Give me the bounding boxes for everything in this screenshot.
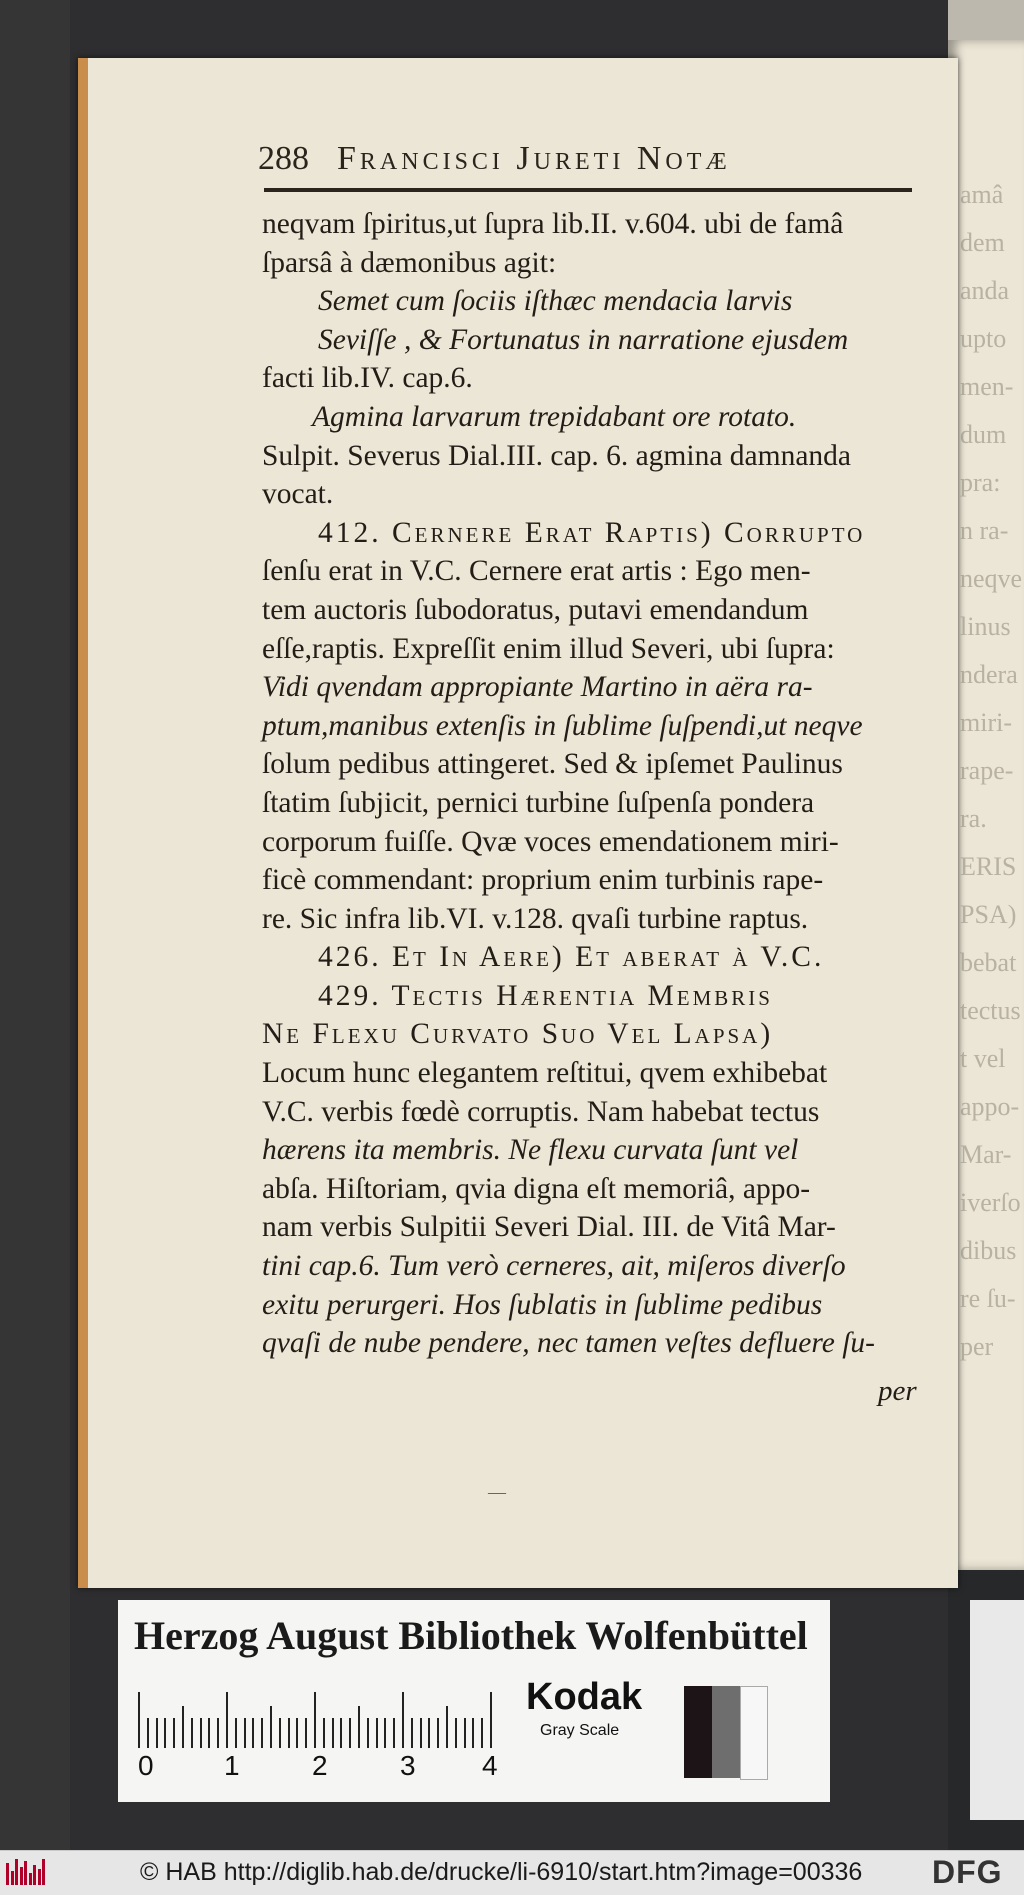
neighbor-ghost-line: re ſu- — [960, 1284, 1016, 1313]
text-line: ſparsâ à dæmonibus agit: — [262, 246, 557, 279]
kodak-logo: Kodak — [526, 1676, 643, 1718]
text-line: ficè commendant: proprium enim turbinis rape- — [262, 864, 824, 897]
neighbor-ghost-line: ERIS — [960, 852, 1017, 881]
ruler-tick — [182, 1706, 184, 1748]
logo-bar — [33, 1865, 36, 1885]
gray-scale-label: Gray Scale — [540, 1722, 620, 1739]
neighbor-ghost-line: dem — [960, 228, 1005, 257]
ruler-tick — [332, 1718, 334, 1748]
ruler-tick — [138, 1692, 140, 1748]
text-line: nam verbis Sulpitii Severi Dial. III. de Vitâ Mar- — [262, 1211, 836, 1244]
text-line: tini cap.6. Tum verò cerneres, ait, miſeros diverſo — [262, 1250, 846, 1283]
running-header — [258, 140, 918, 184]
logo-bar — [24, 1861, 27, 1885]
lemma-line: 426. Et In Aere) Et aberat à V.C. — [318, 941, 825, 974]
catchword: per — [878, 1375, 917, 1407]
lemma-line: 412. Cernere Erat Raptis) Corrupto — [318, 516, 866, 549]
neighbor-ghost-line: upto — [960, 324, 1007, 353]
neighbor-ghost-line: appo- — [960, 1092, 1020, 1121]
ruler-tick — [200, 1718, 202, 1748]
text-line: corporum fuiſſe. Qvæ voces emendationem miri- — [262, 825, 839, 858]
neighbor-ghost-line: dum — [960, 420, 1007, 449]
neighbor-ghost-line: men- — [960, 372, 1014, 401]
ruler-tick — [464, 1718, 466, 1748]
text-line: ſolum pedibus attingeret. Sed & ipſemet Paulinus — [262, 748, 843, 781]
logo-bar — [29, 1873, 32, 1885]
ruler-tick — [208, 1718, 210, 1748]
logo-bar — [6, 1863, 9, 1885]
dfg-logo: DFG — [932, 1854, 1003, 1890]
ruler-tick — [376, 1718, 378, 1748]
ruler-tick — [164, 1718, 166, 1748]
neighbor-ghost-line: ra. — [960, 804, 987, 833]
neighbor-ghost-line: anda — [960, 276, 1010, 305]
ruler-tick — [437, 1718, 439, 1748]
page-mark: — — [488, 1482, 506, 1502]
neighbor-ghost-line: miri- — [960, 708, 1012, 737]
neighbor-ghost-line: neqve — [960, 564, 1023, 593]
neighbor-ghost-line: PSA) — [960, 900, 1017, 929]
ruler-numbers — [136, 1750, 536, 1790]
text-line: hærens ita membris. Ne flexu curvata ſunt vel — [262, 1134, 799, 1167]
ruler-tick — [490, 1692, 492, 1748]
ruler-tick — [147, 1718, 149, 1748]
logo-bar — [38, 1869, 41, 1885]
ruler-tick — [340, 1718, 342, 1748]
ruler-tick — [270, 1706, 272, 1748]
ruler-tick — [288, 1718, 290, 1748]
text-line: vocat. — [262, 478, 334, 511]
neighbor-ghost-line: rape- — [960, 756, 1014, 785]
neighbor-ghost-line: pra: — [960, 468, 1001, 497]
neighbor-ghost-line: ndera — [960, 660, 1018, 689]
neighbor-ghost-line: linus — [960, 612, 1011, 641]
text-line — [262, 398, 932, 437]
text-line: Locum hunc elegantem reſtitui, qvem exhibebat — [262, 1057, 828, 1090]
ruler-tick — [358, 1706, 360, 1748]
ruler-tick — [173, 1718, 175, 1748]
neighbor-ghost-line: per — [960, 1332, 994, 1361]
ruler-tick — [314, 1692, 316, 1748]
ruler-number: 0 — [138, 1750, 154, 1781]
text-line: neqvam ſpiritus,ut ſupra lib.II. v.604. ubi de famâ — [262, 208, 844, 240]
neighbor-page — [948, 40, 1024, 1570]
text-line: re. Sic infra lib.VI. v.128. qvaſi turbine raptus. — [262, 902, 809, 935]
ruler-tick — [279, 1718, 281, 1748]
footer-bar — [0, 1850, 1024, 1895]
text-line: facti lib.IV. cap.6. — [262, 362, 473, 395]
ruler-tick — [305, 1718, 307, 1748]
ruler-tick — [156, 1718, 158, 1748]
text-line: eſſe,raptis. Expreſſit enim illud Severi, ubi ſupra: — [262, 632, 835, 665]
logo-bar — [11, 1871, 14, 1885]
ruler-tick — [420, 1718, 422, 1748]
neighbor-ghost-line: tectus — [960, 996, 1021, 1025]
ruler-tick — [217, 1718, 219, 1748]
lemma-line: 429. Tectis Hærentia Membris — [318, 979, 773, 1012]
scale-ruler — [138, 1688, 520, 1748]
neighbor-ghost-line: n ra- — [960, 516, 1009, 545]
library-title: Herzog August Bibliothek Wolfenbüttel — [134, 1613, 808, 1658]
page-text — [262, 205, 932, 1363]
verse-line: Semet cum ſociis iſthæc mendacia larvis — [318, 285, 793, 318]
calibration-card — [118, 1600, 830, 1802]
ruler-number: 3 — [400, 1750, 416, 1781]
lemma-line: Ne Flexu Curvato Suo Vel Lapsa) — [262, 1018, 774, 1051]
ruler-tick — [393, 1718, 395, 1748]
ruler-tick — [296, 1718, 298, 1748]
text-line: ſtatim ſubjicit, pernici turbine ſuſpenſa pondera — [262, 786, 815, 819]
ruler-tick — [244, 1718, 246, 1748]
ruler-number: 4 — [482, 1750, 498, 1781]
text-line: qvaſi de nube pendere, nec tamen veſtes defluere ſu- — [262, 1327, 875, 1360]
page-number: 288 — [258, 140, 309, 177]
neighbor-ghost-line: Mar- — [960, 1140, 1012, 1169]
text-line: ſenſu erat in V.C. Cernere erat artis : Ego men- — [262, 555, 811, 588]
left-book-edge — [0, 0, 70, 1850]
ruler-tick — [481, 1718, 483, 1748]
ruler-tick — [323, 1718, 325, 1748]
ruler-tick — [235, 1718, 237, 1748]
verse-line: Agmina larvarum trepidabant ore rotato. — [312, 400, 797, 433]
ruler-tick — [226, 1692, 228, 1748]
ruler-tick — [411, 1718, 413, 1748]
ruler-tick — [367, 1718, 369, 1748]
right-top-edge — [948, 0, 1024, 40]
header-rule — [264, 188, 912, 192]
ruler-tick — [402, 1692, 404, 1748]
text-line — [262, 321, 932, 360]
ruler-number: 1 — [224, 1750, 240, 1781]
ruler-tick — [472, 1718, 474, 1748]
ruler-tick — [261, 1718, 263, 1748]
gray-swatch-mid — [712, 1686, 740, 1778]
neighbor-ghost-line: bebat — [960, 948, 1017, 977]
ruler-tick — [252, 1718, 254, 1748]
neighbor-ghost-line: dibus — [960, 1236, 1017, 1265]
hab-logo-icon — [6, 1857, 50, 1889]
logo-bar — [42, 1859, 45, 1885]
text-line — [262, 282, 932, 321]
verse-line: Seviſſe , & Fortunatus in narratione ejusdem — [318, 323, 849, 356]
ruler-tick — [191, 1718, 193, 1748]
gray-swatch-black — [684, 1686, 712, 1778]
ruler-tick — [349, 1718, 351, 1748]
ruler-tick — [428, 1718, 430, 1748]
gray-swatch-white — [740, 1686, 768, 1780]
text-line: V.C. verbis fœdè corruptis. Nam habebat tectus — [262, 1095, 820, 1128]
neighbor-calibration-card — [970, 1600, 1024, 1820]
footer-url[interactable]: © HAB http://diglib.hab.de/drucke/li-6910/start.htm?image=00336 — [140, 1858, 863, 1886]
logo-bar — [20, 1867, 23, 1885]
text-line: tem auctoris ſubodoratus, putavi emendandum — [262, 593, 809, 626]
text-line: Sulpit. Severus Dial.III. cap. 6. agmina damnanda — [262, 439, 852, 472]
running-title: Francisci Jureti Notæ — [337, 140, 731, 177]
neighbor-ghost-line: iverſo — [960, 1188, 1021, 1217]
neighbor-ghost-line: t vel — [960, 1044, 1006, 1073]
text-line: abſa. Hiſtoriam, qvia digna eſt memoriâ, appo- — [262, 1172, 811, 1205]
logo-bar — [15, 1859, 18, 1885]
neighbor-ghost-line: amâ — [960, 180, 1004, 209]
text-line: Vidi qvendam appropiante Martino in aëra ra- — [262, 671, 813, 704]
ruler-tick — [455, 1718, 457, 1748]
text-line: ptum,manibus extenſis in ſublime ſuſpendi,ut neqve — [262, 709, 863, 742]
text-line: exitu perurgeri. Hos ſublatis in ſublime pedibus — [262, 1288, 823, 1321]
ruler-number: 2 — [312, 1750, 328, 1781]
ruler-tick — [384, 1718, 386, 1748]
ruler-tick — [446, 1706, 448, 1748]
